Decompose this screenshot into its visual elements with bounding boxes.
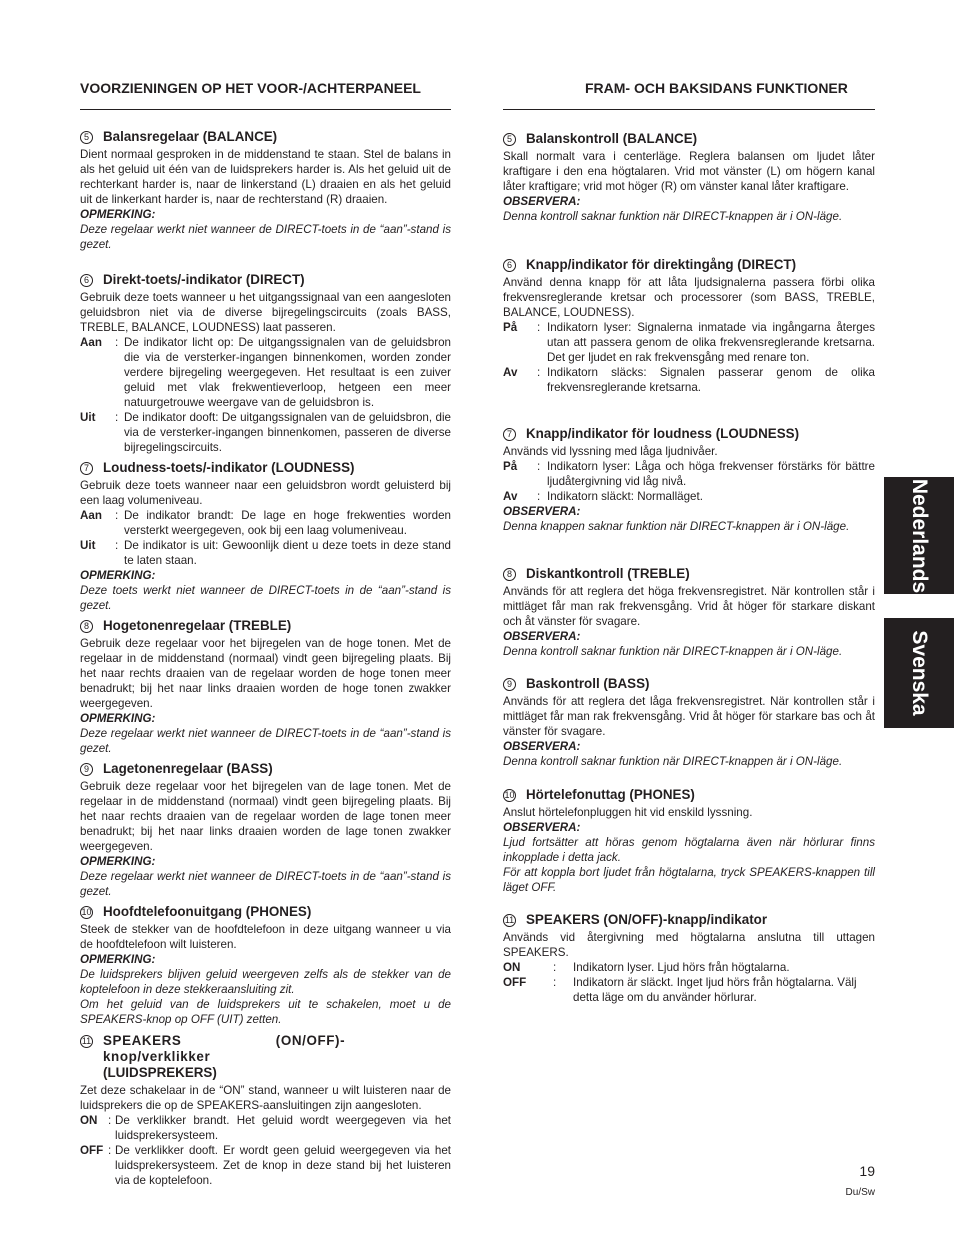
circled-number-10: 10 <box>81 907 92 917</box>
circled-number-7: 7 <box>503 428 516 441</box>
note-label: OPMERKING: <box>80 855 156 868</box>
circled-number-9: 9 <box>80 763 93 776</box>
note-text: Deze regelaar werkt niet wanneer de DIRECT-toets in de “aan”-stand is gezet. <box>80 223 451 251</box>
section-balance-nl <box>80 129 451 252</box>
section-title: Baskontroll (BASS) <box>526 676 650 691</box>
item-text: Indikatorn lyser. Ljud hörs från högtalarna. <box>573 961 790 974</box>
section-balance-sv <box>503 131 875 224</box>
item-key: Aan <box>80 336 102 349</box>
item-text: Indikatorn lyser: Låga och höga frekvenser förstärks för bättre ljudåtergivning vid låg nivå. <box>547 460 875 488</box>
note-text: Denna knappen saknar funktion när DIRECT-knappen är i ON-läge. <box>503 520 850 533</box>
section-body: Steek de stekker van de hoofdtelefoon in deze uitgang wanneer u via de hoofdtelefoon wilt luisteren. <box>80 923 451 951</box>
item-key: ON <box>503 961 521 974</box>
note-text-2: Om het geluid van de luidsprekers uit te schakelen, moet u de SPEAKERS-knop op OFF (UIT) zetten. <box>80 998 451 1026</box>
note-label: OPMERKING: <box>80 953 156 966</box>
list-item: På : Indikatorn lyser: Låga och höga frekvenser förstärks för bättre ljudåtergivning vid låg nivå. <box>503 460 875 488</box>
list-item: ON : De verklikker brandt. Het geluid wordt weergegeven via het luidsprekersysteem. <box>80 1114 451 1142</box>
item-key: Av <box>503 366 518 379</box>
section-body: Gebruik deze regelaar voor het bijregelen van de lage tonen. Met de regelaar in de middenstand (normaal) vindt geen bijregeling plaats. Bij het naar rechts draaien van de regelaar worden de lage tonen meer benadrukt; bij het naar links draaien worden de lage tonen zwakker weergegeven. <box>80 780 451 853</box>
section-loudness-sv <box>503 426 875 534</box>
circled-number-7: 7 <box>80 462 93 475</box>
note-text-2: För att koppla bort ljudet från högtalarna, tryck SPEAKERS-knappen till läget OFF. <box>503 866 875 894</box>
section-direct-sv <box>503 257 875 395</box>
note-text: Deze toets werkt niet wanneer de DIRECT-toets in de “aan”-stand is gezet. <box>80 584 451 612</box>
section-treble-sv <box>503 566 875 659</box>
item-text: Indikatorn släckt: Normalläget. <box>547 490 703 503</box>
circled-number-10: 10 <box>504 790 515 800</box>
section-bass-sv <box>503 676 875 769</box>
section-title: Balansregelaar (BALANCE) <box>103 129 278 144</box>
note-text: De luidsprekers blijven geluid weergeven zelfs als de stekker van de koptelefoon in deze stekkeraansluiting zit. <box>80 968 451 996</box>
note-label: OBSERVERA: <box>503 195 581 208</box>
note-label: OBSERVERA: <box>503 821 581 834</box>
circled-number-9: 9 <box>503 678 516 691</box>
section-body: Används vid lyssning med låga ljudnivåer. <box>503 445 718 458</box>
item-key: På <box>503 321 518 334</box>
section-body: Anslut hörtelefonpluggen hit vid enskild lyssning. <box>503 806 753 819</box>
section-body: Gebruik deze regelaar voor het bijregelen van de hoge tonen. Met de regelaar in de middenstand (normaal) vindt geen bijregeling plaats. Bij het naar rechts draaien van de regelaar worden de hoge tonen meer benadrukt; bij het naar links draaien worden de hoge tonen zwakker weergegeven. <box>80 637 451 710</box>
list-item: Uit : De indikator is uit: Gewoonlijk dient u deze toets in deze stand te laten staan. <box>80 539 451 567</box>
item-text: De indikator brandt: De lage en hoge frekwenties worden versterkt weergegeven, ook bij een laag volumeniveau. <box>124 509 451 537</box>
item-text: Indikatorn lyser: Signalerna inmatade via ingångarna återges utan att passera genom de olika frekvensreglerande kretsarna. Det ger ljudet en rak frekvensgång med renare ton. <box>547 321 875 364</box>
item-text: De verklikker brandt. Het geluid wordt weergegeven via het luidsprekersysteem. <box>115 1114 451 1142</box>
note-text: Denna kontroll saknar funktion när DIRECT-knappen är i ON-läge. <box>503 755 843 768</box>
item-text: Indikatorn släcks: Signalen passerar genom de olika frekvensreglerande kretsarna. <box>547 366 875 394</box>
section-body: Används vid återgivning med högtalarna anslutna till uttagen SPEAKERS. <box>503 931 875 959</box>
section-treble-nl <box>80 618 451 756</box>
page-number: 19 <box>859 1163 875 1179</box>
note-text: Ljud fortsätter att höras genom högtalarna även när hörlurar finns inkopplade i detta jack. <box>503 836 875 864</box>
circled-number-8: 8 <box>503 568 516 581</box>
section-speakers-sv <box>503 912 875 1005</box>
section-body: Använd denna knapp för att låta ljudsignalerna passera förbi olika frekvensreglerande kretsar och processorer (som BASS, TREBLE, BALANCE, LOUDNESS). <box>503 276 875 319</box>
section-title-line2: (LUIDSPREKERS) <box>103 1065 217 1080</box>
circled-number-11: 11 <box>504 915 515 925</box>
item-text: De indikator is uit: Gewoonlijk dient u deze toets in deze stand te laten staan. <box>124 539 451 567</box>
note-label: OPMERKING: <box>80 712 156 725</box>
note-text: Denna kontroll saknar funktion när DIRECT-knappen är i ON-läge. <box>503 210 843 223</box>
section-speakers-nl <box>80 1033 451 1188</box>
item-text: Indikatorn är släckt. Inget ljud hörs från högtalarna. Välj detta läge om du använder hörlurar. <box>573 976 857 1004</box>
section-body: Används för att reglera det höga frekvensregistret. När kontrollen står i mittläget får man rak frekvensgång. Vrid åt höger för starkare diskant och åt vänster för svagare. <box>503 585 875 628</box>
section-body: Zet deze schakelaar in de “ON” stand, wanneer u wilt luisteren naar de luidsprekers die op de SPEAKERS-aansluitingen zijn aangesloten. <box>80 1084 451 1112</box>
note-label: OBSERVERA: <box>503 630 581 643</box>
section-title: Hoofdtelefoonuitgang (PHONES) <box>103 904 312 919</box>
section-loudness-nl <box>80 460 451 613</box>
section-title: Knapp/indikator för loudness (LOUDNESS) <box>526 426 800 441</box>
section-title: Hogetonenregelaar (TREBLE) <box>103 618 292 633</box>
right-header-rule <box>503 109 875 110</box>
section-title: Loudness-toets/-indikator (LOUDNESS) <box>103 460 355 475</box>
section-title: Direkt-toets/-indikator (DIRECT) <box>103 272 305 287</box>
item-key: Uit <box>80 411 96 424</box>
note-text: Deze regelaar werkt niet wanneer de DIRECT-toets in de “aan”-stand is gezet. <box>80 870 451 898</box>
page-language-code: Du/Sw <box>845 1187 875 1198</box>
item-key: ON <box>80 1114 98 1127</box>
section-title: Lagetonenregelaar (BASS) <box>103 761 273 776</box>
item-key: OFF <box>80 1144 104 1157</box>
note-label: OBSERVERA: <box>503 740 581 753</box>
list-item: Aan : De indikator brandt: De lage en hoge frekwenties worden versterkt weergegeven, ook bij een laag volumeniveau. <box>80 509 451 537</box>
list-item: På : Indikatorn lyser: Signalerna inmatade via ingångarna återges utan att passera genom de olika frekvensreglerande kretsarna. Det ger ljudet en rak frekvensgång med renare ton. <box>503 321 875 364</box>
item-key: På <box>503 460 518 473</box>
section-title: Balanskontroll (BALANCE) <box>526 131 698 146</box>
section-body: Gebruik deze toets wanneer u het uitgangssignaal van een aangesloten geluidsbron niet via de diverse bijregelingscircuits (zoals BASS, TREBLE, BALANCE, LOUDNESS) laat passeren. <box>80 291 451 334</box>
circled-number-11: 11 <box>81 1036 92 1046</box>
circled-number-5: 5 <box>80 131 93 144</box>
note-text: Deze regelaar werkt niet wanneer de DIRECT-toets in de “aan”-stand is gezet. <box>80 727 451 755</box>
language-tab-nederlands[interactable] <box>884 477 954 594</box>
language-tab-svenska[interactable] <box>884 618 954 728</box>
item-key: OFF <box>503 976 527 989</box>
note-label: OPMERKING: <box>80 569 156 582</box>
section-body: Används för att reglera det låga frekvensregistret. När kontrollen står i mittläget får man rak frekvensgång. Vrid åt höger för starkare bas och åt vänster för svagare. <box>503 695 875 738</box>
section-phones-nl <box>80 904 451 1027</box>
circled-number-6: 6 <box>80 274 93 287</box>
section-bass-nl <box>80 761 451 899</box>
right-column-header: FRAM- OCH BAKSIDANS FUNKTIONER <box>585 80 848 96</box>
list-item: OFF : De verklikker dooft. Er wordt geen geluid weergegeven via het luidsprekersysteem. Zet de knop in deze stand bij het luisteren via de koptelefoon. <box>80 1144 451 1187</box>
language-tab-label: Svenska <box>908 630 931 716</box>
item-text: De indikator licht op: De uitgangssignalen van de geluidsbron die via de versterker-ingangen binnenkomen, worden zonder verdere bijregeling weergegeven. Het resultaat is een zuiver geluid met vlak frekwentieverloop, hetgeen een meer natuurgetrouwe weergave van de geluidsbron is. <box>124 336 451 409</box>
language-tab-label: Nederlands <box>908 478 931 593</box>
left-header-rule <box>80 109 451 110</box>
item-text: De verklikker dooft. Er wordt geen geluid weergegeven via het luidsprekersysteem. Zet de knop in deze stand bij het luisteren via de koptelefoon. <box>115 1144 451 1187</box>
item-key: Av <box>503 490 518 503</box>
circled-number-5: 5 <box>503 133 516 146</box>
item-key: Aan <box>80 509 102 522</box>
left-column-header: VOORZIENINGEN OP HET VOOR-/ACHTERPANEEL <box>80 80 421 96</box>
section-direct-nl <box>80 272 451 455</box>
section-title: Diskantkontroll (TREBLE) <box>526 566 690 581</box>
section-phones-sv <box>503 787 875 895</box>
list-item: Av : Indikatorn släckt: Normalläget. <box>503 489 875 504</box>
list-item: OFF : Indikatorn är släckt. Inget ljud hörs från högtalarna. Välj detta läge om du använder hörlurar. <box>503 975 875 1005</box>
section-body: Dient normaal gesproken in de middenstand te staan. Stel de balans in als het geluid uit één van de luidsprekers harder is. Als het geluid uit de rechterkant harder is, naar de linkerstand (L) draaien en als het geluid uit de linkerkant harder is, naar de rechterstand (R) draaien. <box>80 148 451 206</box>
circled-number-6: 6 <box>503 259 516 272</box>
item-text: De indikator dooft: De uitgangssignalen van de geluidsbron, die via de versterker-ingangen binnenkomen, passeren de diverse bijregelingscircuits. <box>124 411 451 454</box>
circled-number-8: 8 <box>80 620 93 633</box>
list-item: Av : Indikatorn släcks: Signalen passerar genom de olika frekvensreglerande kretsarna. <box>503 366 875 394</box>
note-label: OBSERVERA: <box>503 505 581 518</box>
list-item: Uit : De indikator dooft: De uitgangssignalen van de geluidsbron, die via de versterker-ingangen binnenkomen, passeren de diverse bijregelingscircuits. <box>80 411 451 454</box>
note-text: Denna kontroll saknar funktion när DIRECT-knappen är i ON-läge. <box>503 645 843 658</box>
section-body: Gebruik deze toets wanneer naar een geluidsbron wordt geluisterd bij een laag volumeniveau. <box>80 479 451 507</box>
list-item: Aan : De indikator licht op: De uitgangssignalen van de geluidsbron die via de versterker-ingangen binnenkomen, worden zonder verdere bijregeling weergegeven. Het resultaat is een zuiver geluid met vlak frekwentieverloop, hetgeen een meer natuurgetrouwe weergave van de geluidsbron is. <box>80 336 451 409</box>
section-title: SPEAKERS (ON/OFF)-knapp/indikator <box>526 912 768 927</box>
section-title: SPEAKERS (ON/OFF)-knop/verklikker <box>103 1033 346 1064</box>
section-title: Hörtelefonuttag (PHONES) <box>526 787 695 802</box>
note-label: OPMERKING: <box>80 208 156 221</box>
list-item: ON : Indikatorn lyser. Ljud hörs från högtalarna. <box>503 960 875 975</box>
section-body: Skall normalt vara i centerläge. Reglera balansen om ljudet låter kraftigare i den ena högtalaren. Vrid mot vänster (L) om högern kanal låter kraftigare; vrid mot höger (R) om vänster kanal låter kraftigare. <box>503 150 875 193</box>
item-key: Uit <box>80 539 96 552</box>
section-title: Knapp/indikator för direktingång (DIRECT) <box>526 257 797 272</box>
